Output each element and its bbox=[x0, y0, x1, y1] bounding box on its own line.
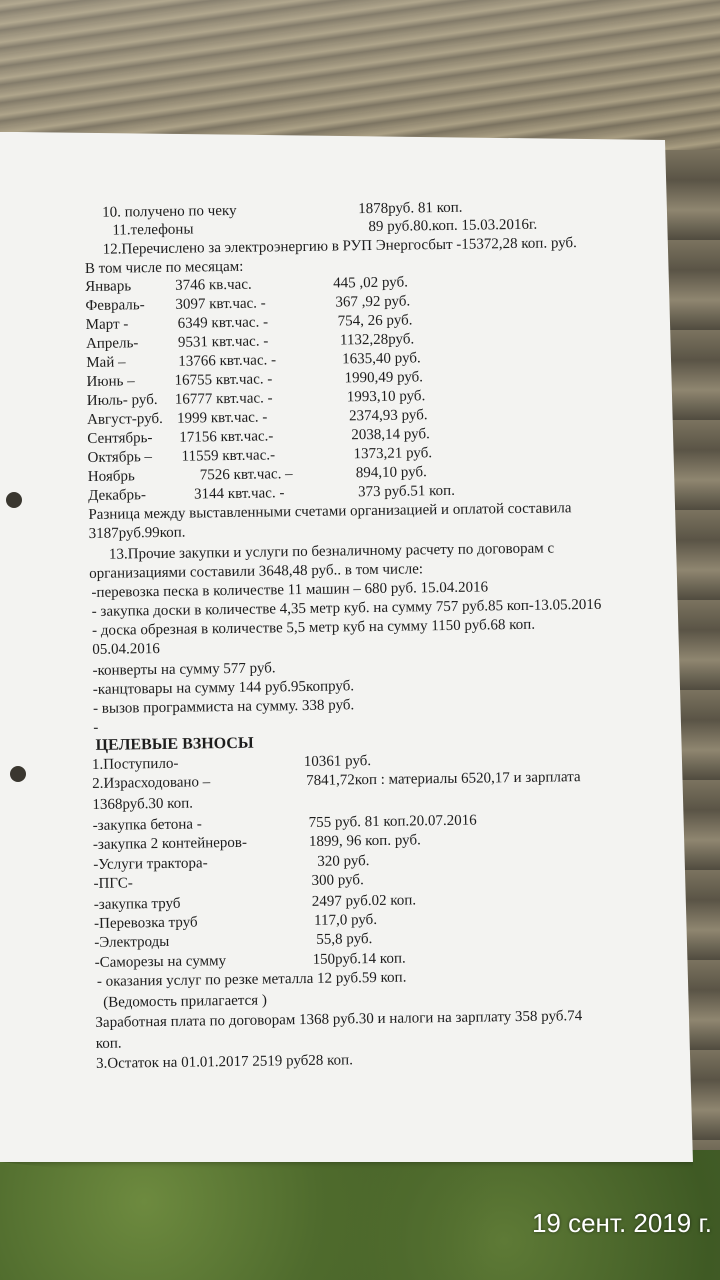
month-jul-kwh: 16777 квт.час. - bbox=[174, 390, 273, 408]
month-nov-sum: 894,10 руб. bbox=[355, 464, 427, 482]
spent-salary: 1368руб.30 коп. bbox=[92, 795, 194, 813]
month-may-name: Май – bbox=[86, 354, 126, 371]
month-jul-sum: 1993,10 руб. bbox=[346, 388, 426, 406]
metal-cutting: - оказания услуг по резке металла 12 руб.59 коп. bbox=[96, 969, 407, 990]
screws-value: 150руб.14 коп. bbox=[312, 950, 406, 968]
month-feb-sum: 367 ,92 руб. bbox=[335, 293, 411, 311]
pipes-value: 2497 руб.02 коп. bbox=[311, 892, 417, 910]
month-mar-name: Март - bbox=[85, 316, 129, 333]
line-11-value: 89 руб.80.коп. 15.03.2016г. bbox=[368, 216, 538, 236]
purchase-stationery: -канцтовары на сумму 144 руб.95копруб. bbox=[92, 678, 355, 698]
purchase-programmer: - вызов программиста на сумму. 338 руб. bbox=[92, 697, 355, 717]
received-label: 1.Поступило- bbox=[91, 755, 179, 773]
containers-value: 1899, 96 коп. руб. bbox=[308, 832, 421, 850]
month-mar-sum: 754, 26 руб. bbox=[337, 312, 413, 330]
concrete-label: -закупка бетона - bbox=[92, 816, 202, 834]
purchase-edged-boards: - доска обрезная в количестве 5,5 метр куб на сумму 1150 руб.68 коп. bbox=[91, 616, 536, 639]
month-apr-name: Апрель- bbox=[85, 335, 139, 352]
month-dec-kwh: 3144 квт.час. - bbox=[194, 485, 285, 503]
month-feb-name: Февраль- bbox=[85, 297, 145, 314]
salary-contracts-end: коп. bbox=[95, 1035, 122, 1052]
month-aug-kwh: 1999 квт.час. - bbox=[176, 409, 268, 427]
month-oct-sum: 1373,21 руб. bbox=[353, 445, 433, 463]
month-may-kwh: 13766 квт.час. - bbox=[178, 352, 277, 370]
punch-hole-bottom bbox=[10, 766, 26, 782]
pipe-transport-label: -Перевозка труб bbox=[93, 914, 198, 932]
month-oct-name: Октябрь – bbox=[87, 449, 153, 466]
received-value: 10361 руб. bbox=[303, 753, 372, 770]
month-jan-name: Январь bbox=[85, 278, 132, 295]
purchase-boards: - закупка доски в количестве 4,35 метр куб. на сумму 757 руб.85 коп-13.05.2016 bbox=[91, 596, 602, 620]
line-13-label: 13.Прочие закупки и услуги по безналичному расчету по договорам с bbox=[108, 540, 555, 563]
purchase-envelopes: -конверты на сумму 577 руб. bbox=[92, 660, 276, 679]
electrodes-value: 55,8 руб. bbox=[316, 931, 373, 948]
difference-text: Разница между выставленными счетами организацией и оплатой составила bbox=[88, 500, 572, 523]
containers-label: -закупка 2 контейнеров- bbox=[92, 834, 248, 853]
line-13-total: организациями составили 3648,48 руб.. в том числе: bbox=[89, 561, 424, 582]
month-sep-sum: 2038,14 руб. bbox=[351, 426, 430, 444]
month-jan-sum: 445 ,02 руб. bbox=[333, 274, 409, 292]
tractor-value: 320 руб. bbox=[317, 853, 370, 870]
photo-date-stamp: 19 сент. 2019 г. bbox=[531, 1208, 712, 1238]
month-apr-sum: 1132,28руб. bbox=[339, 331, 415, 349]
spent-label: 2.Израсходовано – bbox=[92, 774, 211, 792]
pgs-value: 300 руб. bbox=[311, 872, 364, 889]
screws-label: -Саморезы на сумму bbox=[94, 953, 227, 971]
purchase-edged-boards-date: 05.04.2016 bbox=[92, 640, 160, 658]
month-mar-kwh: 6349 квт.час. - bbox=[177, 314, 269, 332]
spent-value: 7841,72коп : материалы 6520,17 и зарплата bbox=[306, 769, 581, 789]
balance-line: 3.Остаток на 01.01.2017 2519 руб28 коп. bbox=[95, 1052, 354, 1072]
concrete-value: 755 руб. 81 коп.20.07.2016 bbox=[308, 812, 477, 831]
pipes-label: -закупка труб bbox=[93, 895, 181, 913]
month-may-sum: 1635,40 руб. bbox=[342, 350, 421, 368]
line-11-label: 11.телефоны bbox=[112, 221, 194, 239]
salary-contracts: Заработная плата по договорам 1368 руб.30 и налоги на зарплату 358 руб.74 bbox=[95, 1008, 583, 1031]
month-aug-sum: 2374,93 руб. bbox=[348, 407, 428, 425]
dash-line: - bbox=[93, 719, 99, 736]
month-jun-sum: 1990,49 руб. bbox=[344, 369, 424, 387]
line-10-value: 1878руб. 81 коп. bbox=[358, 199, 463, 218]
month-sep-name: Сентябрь- bbox=[87, 430, 153, 447]
section-heading-targeted: ЦЕЛЕВЫЕ ВЗНОСЫ bbox=[95, 734, 254, 754]
month-dec-sum: 373 руб.51 коп. bbox=[357, 482, 456, 501]
month-nov-kwh: 7526 квт.час. – bbox=[199, 466, 293, 484]
month-nov-name: Ноябрь bbox=[87, 468, 135, 485]
statement-attached: (Ведомость прилагается ) bbox=[103, 992, 267, 1011]
electrodes-label: -Электроды bbox=[94, 933, 170, 951]
purchase-sand: -перевозка песка в количестве 11 машин – 680 руб. 15.04.2016 bbox=[91, 579, 489, 601]
month-jun-name: Июнь – bbox=[86, 373, 135, 390]
pipe-transport-value: 117,0 руб. bbox=[313, 911, 378, 929]
month-sep-kwh: 17156 квт.час.- bbox=[179, 428, 274, 446]
month-aug-name: Август-руб. bbox=[86, 410, 163, 428]
difference-value: 3187руб.99коп. bbox=[88, 524, 186, 542]
month-feb-kwh: 3097 квт.час. - bbox=[175, 295, 266, 313]
month-apr-kwh: 9531 квт.час. - bbox=[177, 333, 269, 351]
month-jun-kwh: 16755 квт.час. - bbox=[174, 371, 273, 389]
line-12-label: 12.Перечислено за электроэнергию в РУП Энергосбыт -15372,28 коп. руб. bbox=[102, 235, 577, 258]
punch-hole-top bbox=[6, 492, 22, 508]
month-jan-kwh: 3746 кв.час. bbox=[175, 276, 252, 294]
pgs-label: -ПГС- bbox=[93, 875, 133, 892]
month-dec-name: Декабрь- bbox=[88, 487, 147, 504]
months-header: В том числе по месяцам: bbox=[84, 258, 244, 277]
tractor-label: -Услуги трактора- bbox=[93, 855, 208, 873]
month-oct-kwh: 11559 квт.час.- bbox=[181, 447, 276, 465]
month-jul-name: Июль- руб. bbox=[86, 391, 158, 409]
line-10-label: 10. получено по чеку bbox=[102, 202, 237, 221]
